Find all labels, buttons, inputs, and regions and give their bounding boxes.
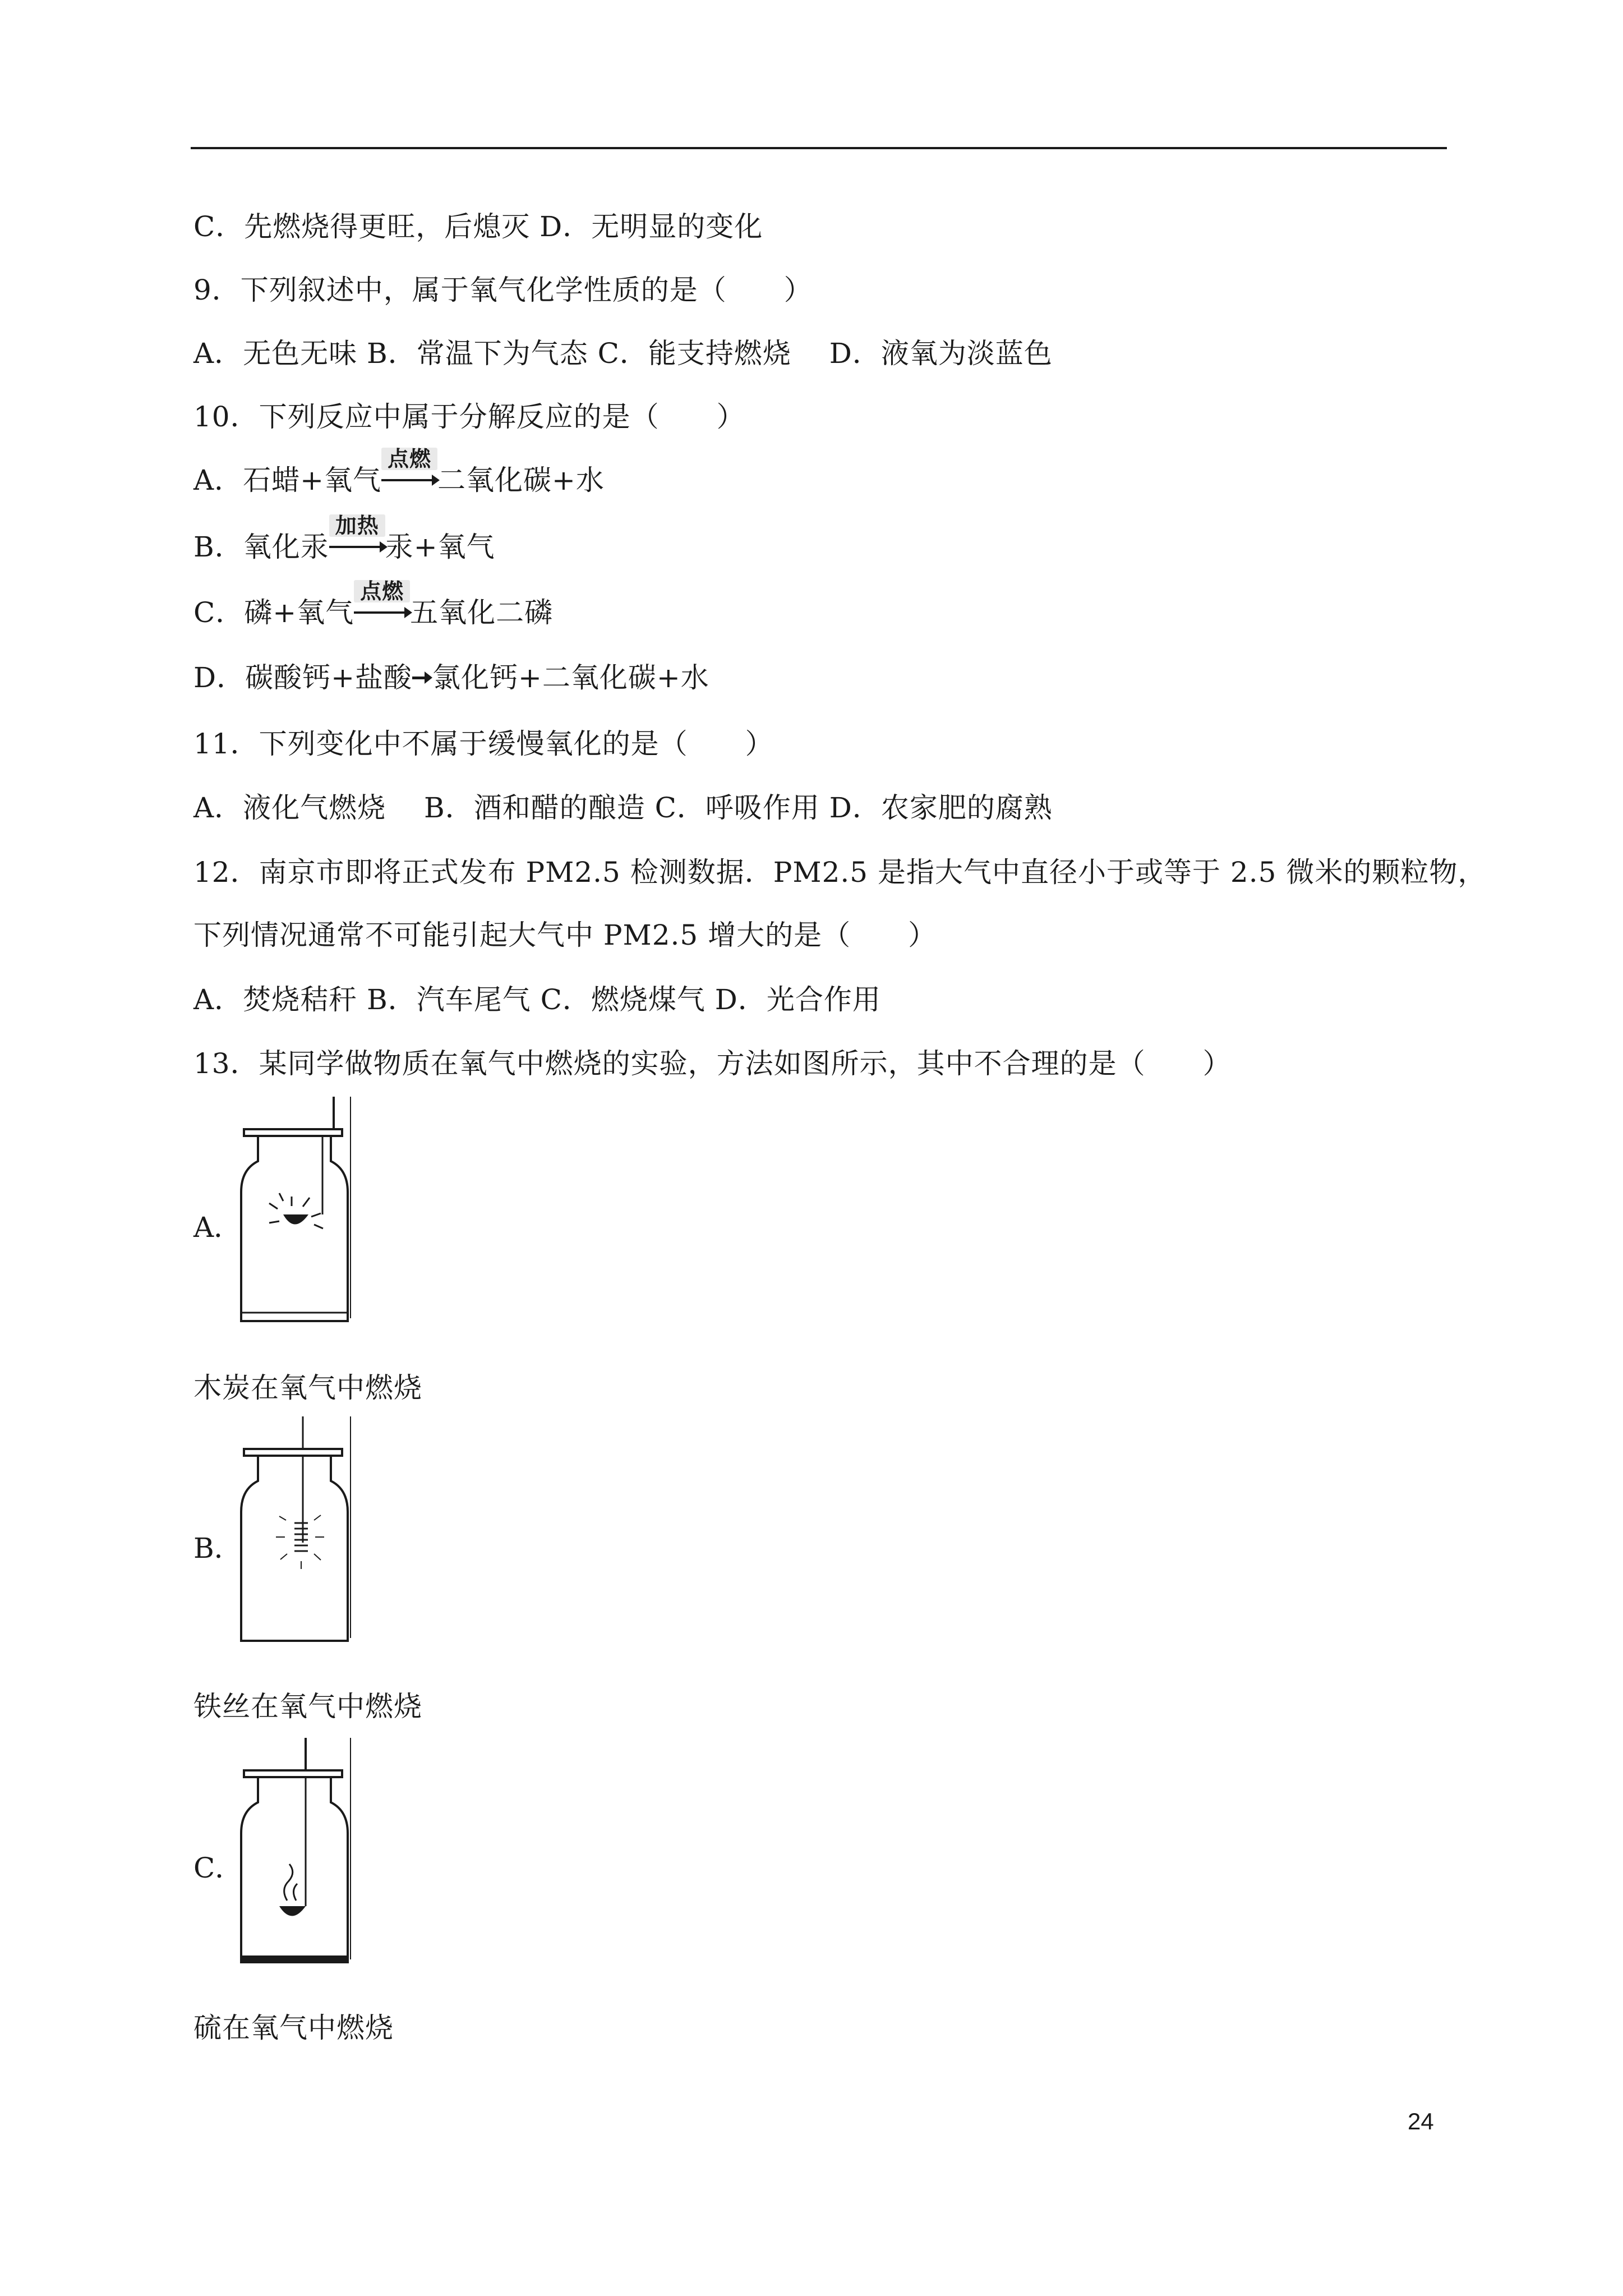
arrow-icon [381,479,434,481]
reaction-condition: 点燃 [354,580,410,602]
arrow-icon [354,611,407,614]
q12-stem-line2: 下列情况通常不可能引起大气中 PM2.5 增大的是（ ） [193,919,937,951]
reactants: A．石蜡+氧气 [193,464,382,496]
reaction-condition: 点燃 [381,448,437,470]
figure-a-caption: 木炭在氧气中燃烧 [193,1372,422,1404]
page-number: 24 [1408,2108,1434,2134]
reaction-arrow [354,579,410,629]
reactants: D．碳酸钙+盐酸 [193,661,412,694]
reaction-condition: 加热 [329,514,385,537]
q10-stem: 10．下列反应中属于分解反应的是（ ） [193,401,745,433]
reactants: B．氧化汞 [193,531,329,563]
figure-b-label: B． [193,1532,242,1565]
q9-stem: 9．下列叙述中，属于氧气化学性质的是（ ） [193,274,813,306]
reaction-arrow [381,447,437,497]
q13-stem: 13．某同学做物质在氧气中燃烧的实验，方法如图所示，其中不合理的是（ ） [193,1047,1232,1080]
products: 二氧化碳+水 [437,464,605,496]
products: 汞+氧气 [385,531,495,563]
q10-option-b [193,513,495,564]
arrow-icon [412,661,432,694]
figure-a-label: A． [193,1211,242,1244]
figure-b-caption: 铁丝在氧气中燃烧 [193,1690,422,1723]
arrow-icon [329,546,382,548]
q11-options: A．液化气燃烧 B．酒和醋的酿造 C．呼吸作用 D．农家肥的腐熟 [193,792,1053,824]
figure-c-caption: 硫在氧气中燃烧 [193,2012,394,2044]
q10-option-d [193,661,709,694]
q9-options: A．无色无味 B．常温下为气态 C．能支持燃烧 D．液氧为淡蓝色 [193,337,1053,370]
reaction-arrow [329,513,385,564]
q12-options: A．焚烧秸秆 B．汽车尾气 C．燃烧煤气 D．光合作用 [193,983,881,1016]
q10-option-c [193,579,554,629]
products: 氯化钙+二氧化碳+水 [432,661,709,694]
products: 五氧化二磷 [410,596,554,629]
figure-c-label: C． [193,1852,243,1884]
charcoal-in-bottle-icon [236,1097,359,1332]
header-rule [191,147,1447,149]
sulfur-in-bottle-icon [236,1738,359,1973]
q10-option-a [193,447,605,497]
iron-wire-in-bottle-icon [236,1416,359,1652]
q8-option-line: C．先燃烧得更旺，后熄灭 D．无明显的变化 [193,210,763,243]
q11-stem: 11．下列变化中不属于缓慢氧化的是（ ） [193,728,774,760]
reactants: C．磷+氧气 [193,596,354,629]
q12-stem-line1: 12．南京市即将正式发布 PM2.5 检测数据．PM2.5 是指大气中直径小于或等于 2.5 微米的颗粒物， [193,856,1487,889]
